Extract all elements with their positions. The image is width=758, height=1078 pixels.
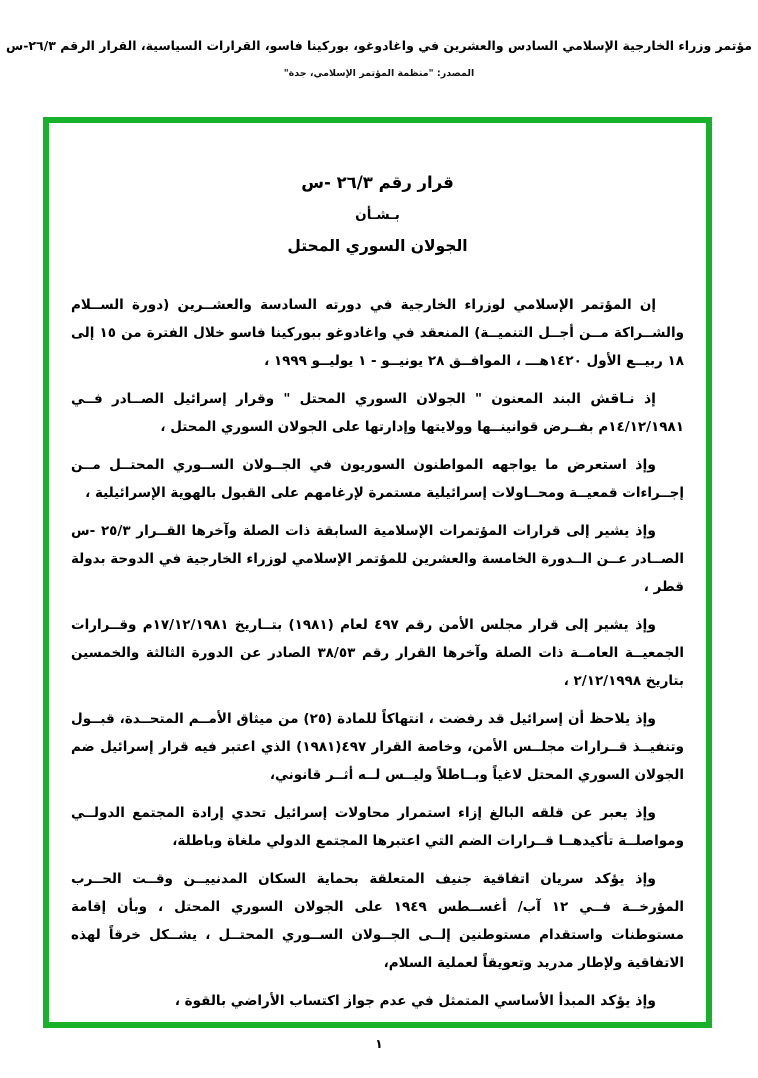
paragraph [71, 705, 684, 789]
paragraph [71, 385, 684, 441]
resolution-subject-title: الجولان السوري المحتل [287, 237, 468, 255]
paragraph [71, 291, 684, 375]
paragraph-lead: وإذ يشير [594, 617, 656, 633]
resolution-number-title: قرار رقم ٢٦/٣ -س [301, 173, 454, 192]
paragraph-text: المبدأ الأساسي المتمثل في عدم جواز اكتساب الأراضي بالقوة ، [174, 993, 596, 1009]
paragraph-text: عن قلقه البالغ إزاء استمرار محاولات إسرائيل تحدي إرادة المجتمع الدولــي ومواصلــة تأكيدهــا قــرارات الضم التي اعتبرها المجتمع الدولي ملغاة وباطلة، [71, 805, 684, 849]
paragraph [71, 517, 684, 601]
paragraph-text: ما يواجهه المواطنون السوريون في الجــولان الســوري المحتــل مــن إجــراءات قمعيــة ومحــاولات إسرائيلية مستمرة لإرغامهم على القبول بالهوية الإسرائيلية ، [71, 457, 684, 501]
paragraph [71, 799, 684, 855]
paragraph-text: إلى قرار مجلس الأمن رقم ٤٩٧ لعام (١٩٨١) بتــاريخ ١٧/١٢/١٩٨١م وقــرارات الجمعيــة العامــة ذات الصلة وآخرها القرار رقم ٣٨/٥٣ الصادر عن الدورة الثالثة والخمسين بتاريخ ٢/١٢/١٩٩٨ ، [71, 617, 685, 689]
paragraph-lead: وإذ يؤكد [600, 993, 656, 1009]
resolution-body [71, 291, 684, 1015]
document-header-citation: مؤتمر وزراء الخارجية الإسلامي السادس والعشرين في واغادوغو، بوركينا فاسو، القرارات السياسية، القرار الرقم ٢٦/٣-س [5, 38, 753, 53]
paragraph [71, 451, 684, 507]
paragraph-lead: وإذ استعرض [567, 457, 656, 473]
paragraph-text: سريان اتفاقية جنيف المتعلقة بحماية السكان المدنييــن وقــت الحــرب المؤرخــة فــي ١٢ آب/ أغســطس ١٩٤٩ على الجولان السوري المحتل ، وبأن إقامة مستوطنات واستقدام مستوطنين إلــى الجــولان الســوري المحتــل ، يشــكل خرقاً لهذه الاتفاقية ولإطار مدريد وتعويقاً لعملية السلام، [71, 871, 684, 971]
document-source-line: المصدر: "منظمة المؤتمر الإسلامي، جدة" [283, 68, 475, 79]
paragraph-lead: إذ نـاقش [590, 391, 656, 407]
page-number: ١ [375, 1036, 383, 1051]
paragraph-text: أن إسرائيل قد رفضت ، انتهاكاً للمادة (٢٥) من ميثاق الأمــم المتحــدة، قبــول وتنفيــذ قــرارات مجلــس الأمن، وخاصة القرار ٤٩٧(١٩٨١) الذي اعتبر فيه قرار إسرائيل ضم الجولان السوري المحتل لاغياً وبــاطلاً وليــس لــه أثــر قانوني، [71, 711, 684, 783]
resolution-regarding-label: بـشـأن [355, 207, 400, 223]
resolution-title-block [49, 173, 706, 255]
paragraph-lead: وإذ يشير [595, 523, 656, 539]
paragraph-text: البند المعنون " الجولان السوري المحتل " وقرار إسرائيل الصــادر فــي ١٤/١٢/١٩٨١م بفــرض قوانينــها وولايتها وإدارتها على الجولان السوري المحتل ، [71, 391, 684, 435]
paragraph [71, 865, 684, 977]
paragraph [71, 611, 684, 695]
paragraph-text: إلى قرارات المؤتمرات الإسلامية السابقة ذات الصلة وآخرها القــرار ٢٥/٣ -س الصــادر عــن الــدورة الخامسة والعشرين للمؤتمر الإسلامي لوزراء الخارجية في الدوحة بدولة قطر ، [71, 523, 684, 595]
paragraph-lead: وإذ يلاحظ [589, 711, 657, 727]
paragraph-lead: وإذ يؤكد [594, 871, 656, 887]
paragraph [71, 987, 684, 1015]
paragraph-text: إن المؤتمر الإسلامي لوزراء الخارجية في دورته السادسة والعشــرين (دورة الســلام والشــراكة مــن أجــل التنميــة) المنعقد في واغادوغو ببوركينا فاسو خلال الفترة من ١٥ إلى ١٨ ربيــع الأول ١٤٢٠هـــ ، الموافــق ٢٨ يونيــو - ١ يوليــو ١٩٩٩ ، [71, 297, 685, 369]
paragraph-lead: وإذ يعبر [600, 805, 656, 821]
green-border-frame [43, 117, 712, 1028]
